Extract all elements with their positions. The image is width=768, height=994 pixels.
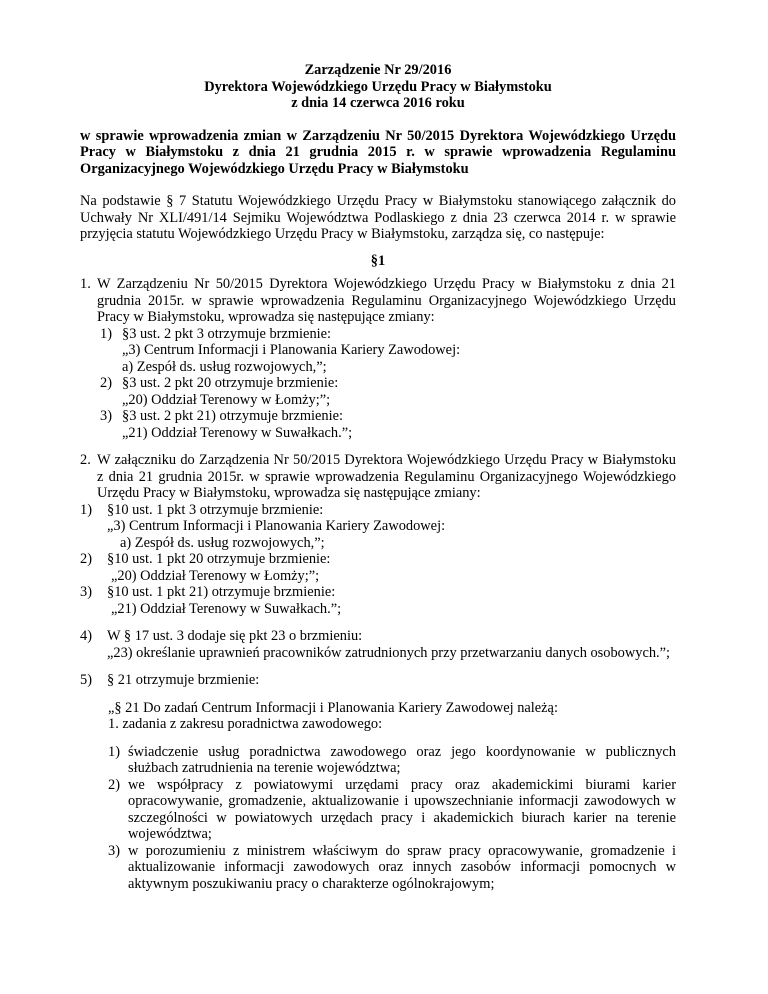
item-text: we współpracy z powiatowymi urzędami pracy oraz akademickimi biurami karier opracowywanie, gromadzenie, aktualizowanie i upowszechnianie informacji zawodowych w szczególności w powiatowych urzędach pracy i akademickich biurach karier na terenie województwa; (128, 776, 676, 842)
point-text: W § 17 ust. 3 dodaje się pkt 23 o brzmieniu: (107, 628, 363, 644)
item-quote: „21) Oddział Terenowy w Suwałkach.”; (111, 600, 342, 617)
item-subpoint: a) Zespół ds. usług rozwojowych,”; (122, 358, 327, 375)
item-text: świadczenie usług poradnictwa zawodowego oraz jego koordynowanie w publicznych służbach zatrudnienia na terenie województwa; (128, 743, 676, 776)
item-number: 1) (80, 501, 92, 518)
document-page (80, 62, 676, 892)
point-number: 5) (80, 672, 92, 688)
item-text: §10 ust. 1 pkt 21) otrzymuje brzmienie: (107, 584, 336, 600)
item-number: 3) (100, 408, 112, 424)
list-item (80, 326, 676, 376)
order-subject: w sprawie wprowadzenia zmian w Zarządzeniu Nr 50/2015 Dyrektora Wojewódzkiego Urzędu Pracy w Białymstoku z dnia 21 grudnia 2015 r. w sprawie wprowadzenia Regulaminu Organizacyjnego Wojewódzkiego Urzędu Pracy w Białymstoku (80, 127, 676, 177)
list-item (80, 551, 676, 584)
item-quote: „3) Centrum Informacji i Planowania Kariery Zawodowej: (107, 518, 446, 534)
issuer: Dyrektora Wojewódzkiego Urzędu Pracy w Białymstoku (204, 78, 552, 95)
item-number: 1) (100, 325, 112, 342)
point-text: § 21 otrzymuje brzmienie: (107, 672, 260, 688)
order-number: Zarządzenie Nr 29/2016 (304, 62, 452, 78)
point-4 (80, 628, 676, 661)
point-text: W załączniku do Zarządzenia Nr 50/2015 Dyrektora Wojewódzkiego Urzędu Pracy w Białymstoku z dnia 21 grudnia 2015r. w sprawie wprowadzenia Regulaminu Organizacyjnego Wojewódzkiego Urzędu Pracy w Białymstoku, wprowadza się następujące zmiany: (97, 452, 676, 501)
point-1 (80, 276, 676, 441)
point-number: 1. (80, 276, 91, 292)
point-text: W Zarządzeniu Nr 50/2015 Dyrektora Wojewódzkiego Urzędu Pracy w Białymstoku z dnia 21 grudnia 2015r. w sprawie wprowadzenia Regulaminu Organizacyjnego Wojewódzkiego Urzędu Pracy w Białymstoku, wprowadza się następujące zmiany: (97, 276, 676, 325)
list-item (80, 584, 676, 617)
item-subpoint: a) Zespół ds. usług rozwojowych,”; (120, 534, 325, 551)
point-number: 4) (80, 628, 92, 644)
list-item (80, 744, 676, 777)
list-item (80, 777, 676, 843)
list-item (80, 375, 676, 408)
point-number: 2. (80, 452, 91, 468)
document-header (80, 62, 676, 112)
item-number: 1) (108, 743, 120, 760)
item-quote: „20) Oddział Terenowy w Łomży;”; (122, 391, 331, 408)
item-text: §3 ust. 2 pkt 3 otrzymuje brzmienie: (122, 325, 332, 342)
legal-basis: Na podstawie § 7 Statutu Wojewódzkiego Urzędu Pracy w Białymstoku stanowiącego załącznik do Uchwały Nr XLI/491/14 Sejmiku Województwa Podlaskiego z dnia 23 czerwca 2014 r. w sprawie przyjęcia statutu Wojewódzkiego Urzędu Pracy w Białymstoku, zarządza się, co następuje: (80, 193, 676, 242)
item-text: w porozumieniu z ministrem właściwym do spraw pracy opracowywanie, gromadzenie i aktualizowanie informacji zawodowych oraz innych zasobów informacji pomocnych w aktywnym poszukiwaniu pracy o charakterze ogólnokrajowym; (128, 842, 676, 892)
section-mark: §1 (370, 252, 386, 269)
point-quote: „§ 21 Do zadań Centrum Informacji i Planowania Kariery Zawodowej należą: (108, 699, 558, 716)
item-text: §10 ust. 1 pkt 3 otrzymuje brzmienie: (107, 501, 324, 518)
list-item (80, 408, 676, 441)
item-text: §3 ust. 2 pkt 20 otrzymuje brzmienie: (122, 375, 339, 391)
point-5 (80, 672, 676, 892)
item-text: §10 ust. 1 pkt 20 otrzymuje brzmienie: (107, 551, 331, 567)
list-item (80, 502, 676, 552)
item-number: 3) (80, 584, 92, 600)
point-subheading: 1. zadania z zakresu poradnictwa zawodowego: (108, 716, 383, 732)
item-quote: „20) Oddział Terenowy w Łomży;”; (111, 567, 320, 584)
item-quote: „21) Oddział Terenowy w Suwałkach.”; (122, 424, 353, 441)
item-number: 2) (100, 375, 112, 391)
item-text: §3 ust. 2 pkt 21) otrzymuje brzmienie: (122, 408, 344, 424)
order-date: z dnia 14 czerwca 2016 roku (291, 95, 465, 111)
point-2 (80, 452, 676, 617)
item-quote: „3) Centrum Informacji i Planowania Kariery Zawodowej: (122, 342, 461, 358)
point-quote: „23) określanie uprawnień pracowników zatrudnionych przy przetwarzaniu danych osobowych.”; (107, 644, 671, 661)
item-number: 2) (108, 776, 120, 793)
item-number: 3) (108, 842, 120, 859)
item-number: 2) (80, 551, 92, 567)
list-item (80, 843, 676, 893)
